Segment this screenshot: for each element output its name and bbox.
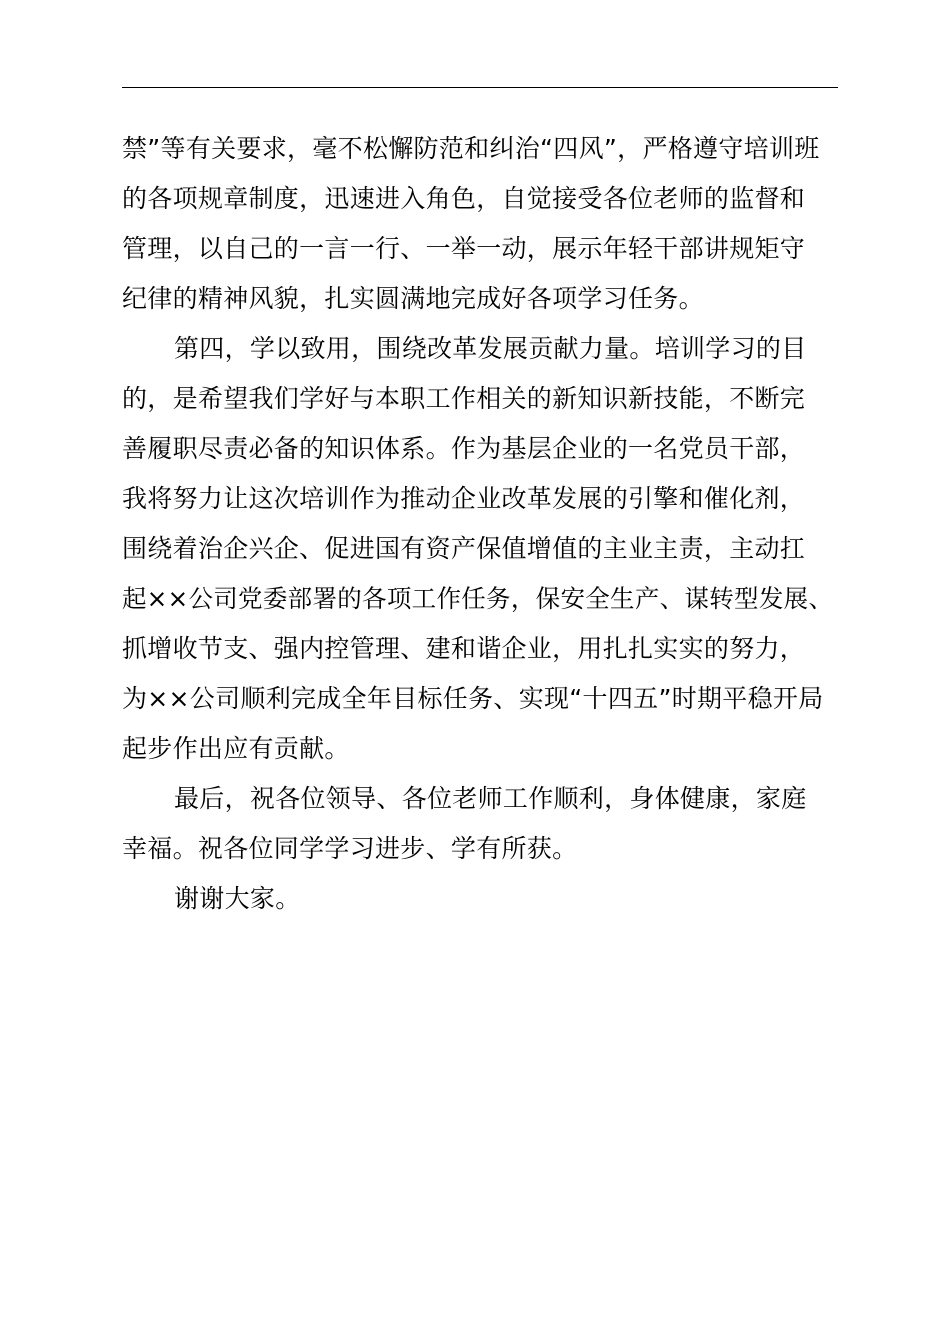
text-line: 最后，祝各位领导、各位老师工作顺利，身体健康，家庭 (174, 784, 807, 813)
text-line: 幸福。祝各位同学学习进步、学有所获。 (122, 834, 578, 863)
text-line: 谢谢大家。 (174, 884, 301, 913)
text-line: 管理，以自己的一言一行、一举一动，展示年轻干部讲规矩守 (122, 234, 806, 263)
text-line: 为××公司顺利完成全年目标任务、实现“十四五”时期平稳开局 (122, 684, 824, 713)
text-line: 的各项规章制度，迅速进入角色，自觉接受各位老师的监督和 (122, 184, 806, 213)
text-line: 善履职尽责必备的知识体系。作为基层企业的一名党员干部， (122, 434, 806, 463)
text-line: 起××公司党委部署的各项工作任务，保安全生产、谋转型发展、 (122, 584, 834, 613)
body-text (122, 124, 838, 924)
text-line: 抓增收节支、强内控管理、建和谐企业，用扎扎实实的努力， (122, 634, 806, 663)
text-line: 纪律的精神风貌，扎实圆满地完成好各项学习任务。 (122, 284, 704, 313)
text-line: 禁”等有关要求，毫不松懈防范和纠治“四风”，严格遵守培训班 (122, 134, 820, 163)
text-line: 我将努力让这次培训作为推动企业改革发展的引擎和催化剂， (122, 484, 806, 513)
text-line: 围绕着治企兴企、促进国有资产保值增值的主业主责，主动扛 (122, 534, 806, 563)
text-line: 第四，学以致用，围绕改革发展贡献力量。培训学习的目 (174, 334, 807, 363)
text-line: 的，是希望我们学好与本职工作相关的新知识新技能，不断完 (122, 384, 806, 413)
text-line: 起步作出应有贡献。 (122, 734, 350, 763)
header-rule (122, 87, 838, 88)
